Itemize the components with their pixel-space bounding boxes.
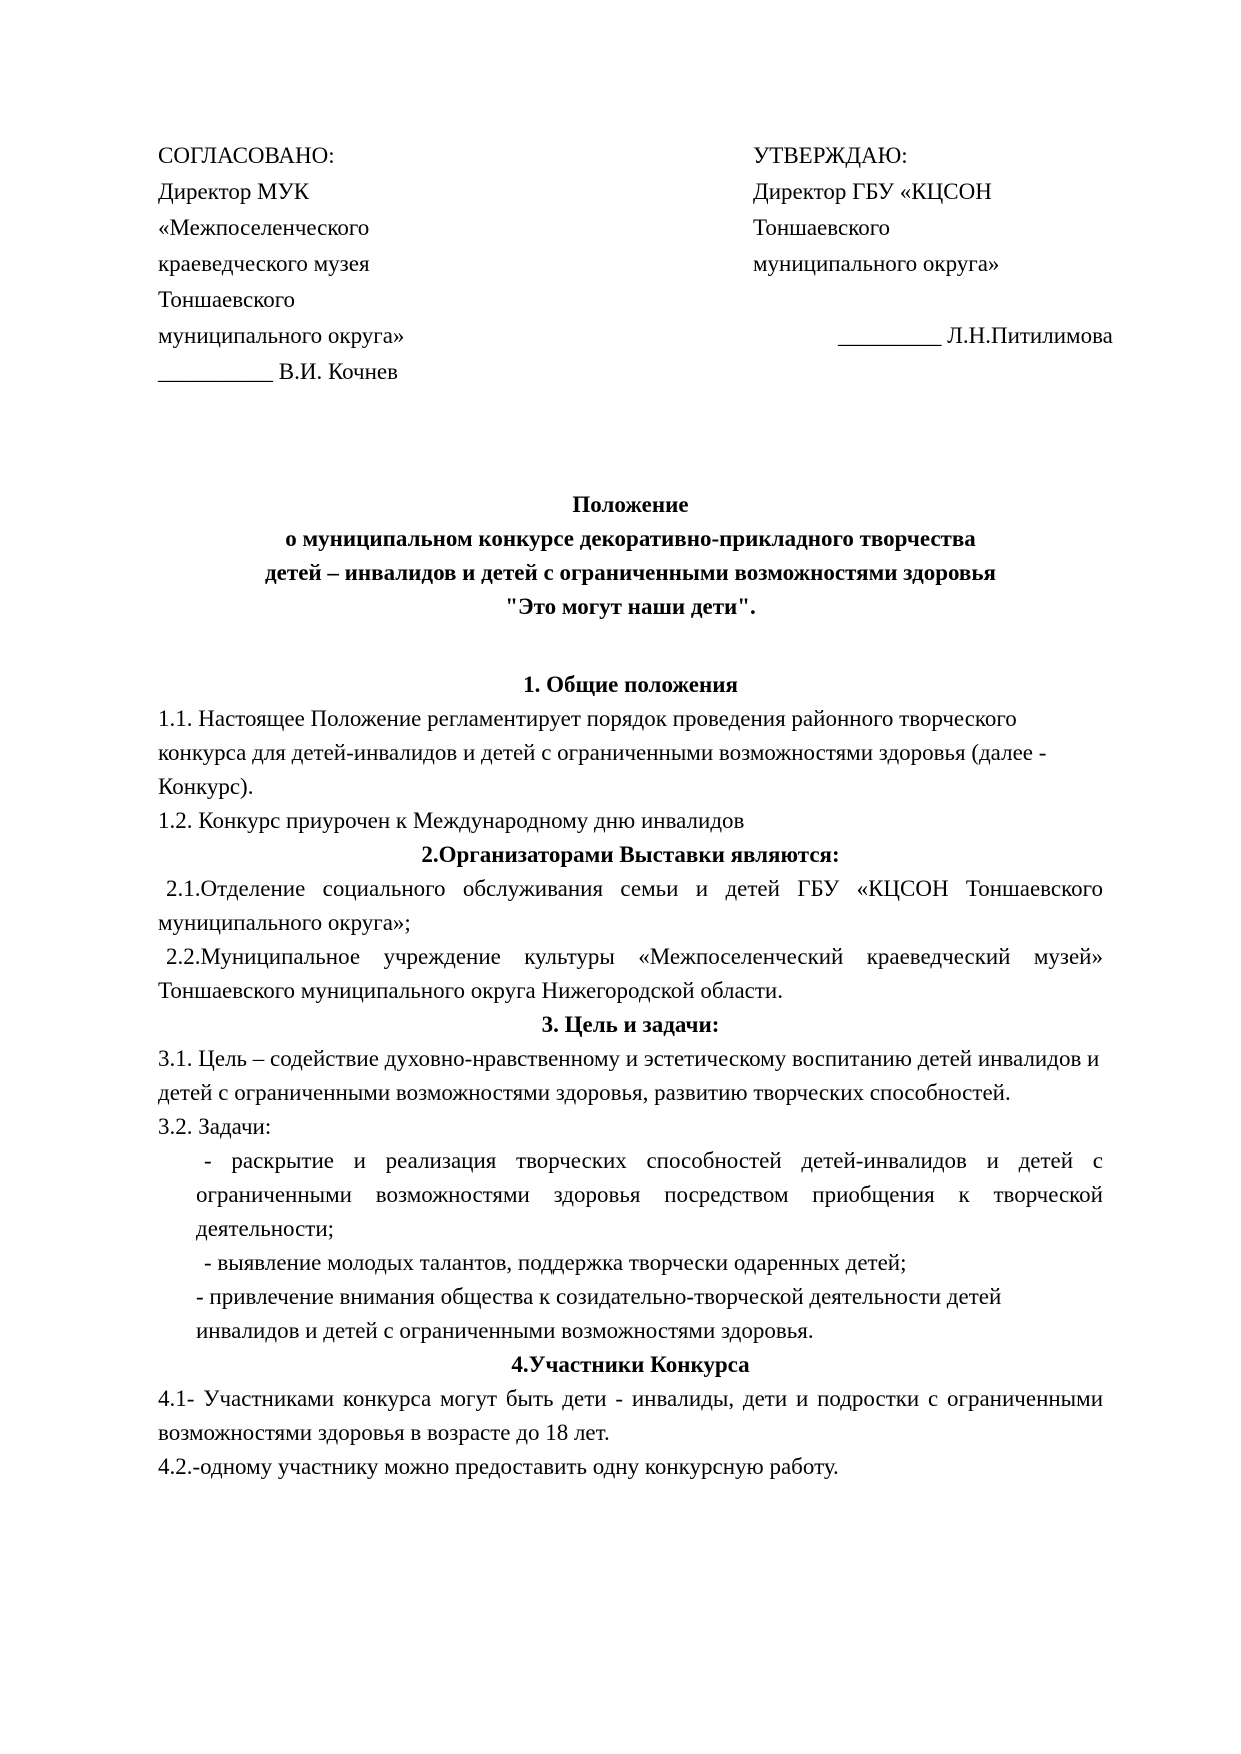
approval-agreed-line: краеведческого музея xyxy=(158,251,370,276)
approval-block xyxy=(158,138,1113,390)
section-2-heading: 2.Организаторами Выставки являются: xyxy=(421,842,840,867)
paragraph-4-1: 4.1- Участниками конкурса могут быть дети - инвалиды, дети и подростки с ограниченными возможностями здоровья в возрасте до 18 лет. xyxy=(158,1386,1103,1445)
approval-agreed-signature-line: __________ В.И. Кочнев xyxy=(158,359,398,384)
document-body xyxy=(158,668,1103,1484)
document-title xyxy=(158,488,1103,624)
title-line-2: о муниципальном конкурсе декоративно-прикладного творчества xyxy=(285,526,976,551)
approval-approved-line: Директор ГБУ «КЦСОН xyxy=(753,179,992,204)
tasks-list xyxy=(196,1144,1103,1348)
paragraph-3-1: 3.1. Цель – содействие духовно-нравственному и эстетическому воспитанию детей инвалидов и детей с ограниченными возможностями здоровья, развитию творческих способностей. xyxy=(158,1046,1100,1105)
approval-approved-column xyxy=(753,138,1113,390)
paragraph-2-2: 2.2.Муниципальное учреждение культуры «Межпоселенческий краеведческий музей» Тоншаевского муниципального округа Нижегородской области. xyxy=(158,944,1103,1003)
approval-approved-line: УТВЕРЖДАЮ: xyxy=(753,143,908,168)
approval-approved-line: Тоншаевского xyxy=(753,215,891,240)
approval-agreed-column xyxy=(158,138,488,390)
section-3-heading: 3. Цель и задачи: xyxy=(541,1012,720,1037)
approval-agreed-line: «Межпоселенческого xyxy=(158,215,370,240)
paragraph-4-2: 4.2.-одному участнику можно предоставить одну конкурсную работу. xyxy=(158,1454,839,1479)
paragraph-3-2: 3.2. Задачи: xyxy=(158,1114,272,1139)
approval-agreed-line: Тоншаевского xyxy=(158,287,296,312)
title-line-3: детей – инвалидов и детей с ограниченными возможностями здоровья xyxy=(265,560,996,585)
approval-agreed-line: Директор МУК xyxy=(158,179,310,204)
title-line-4: "Это могут наши дети". xyxy=(505,594,756,619)
paragraph-2-1: 2.1.Отделение социального обслуживания семьи и детей ГБУ «КЦСОН Тоншаевского муниципального округа»; xyxy=(158,876,1103,935)
approval-approved-line: муниципального округа» xyxy=(753,251,1000,276)
task-item-3: - привлечение внимания общества к созидательно-творческой деятельности детей инвалидов и детей с ограниченными возможностями здоровья. xyxy=(196,1284,1002,1343)
paragraph-1-1: 1.1. Настоящее Положение регламентирует порядок проведения районного творческого конкурса для детей-инвалидов и детей с ограниченными возможностями здоровья (далее - Конкурс). xyxy=(158,706,1047,799)
section-4-heading: 4.Участники Конкурса xyxy=(511,1352,750,1377)
paragraph-1-2: 1.2. Конкурс приурочен к Международному дню инвалидов xyxy=(158,808,745,833)
section-1-heading: 1. Общие положения xyxy=(523,672,738,697)
approval-agreed-line: СОГЛАСОВАНО: xyxy=(158,143,335,168)
approval-approved-signature-line: _________ Л.Н.Питилимова xyxy=(838,323,1113,348)
task-item-2: - выявление молодых талантов, поддержка творчески одаренных детей; xyxy=(204,1250,907,1275)
title-line-1: Положение xyxy=(572,492,689,517)
approval-agreed-line: муниципального округа» xyxy=(158,323,405,348)
task-item-1: - раскрытие и реализация творческих способностей детей-инвалидов и детей с ограниченными возможностями здоровья посредством приобщения к творческой деятельности; xyxy=(196,1148,1103,1241)
